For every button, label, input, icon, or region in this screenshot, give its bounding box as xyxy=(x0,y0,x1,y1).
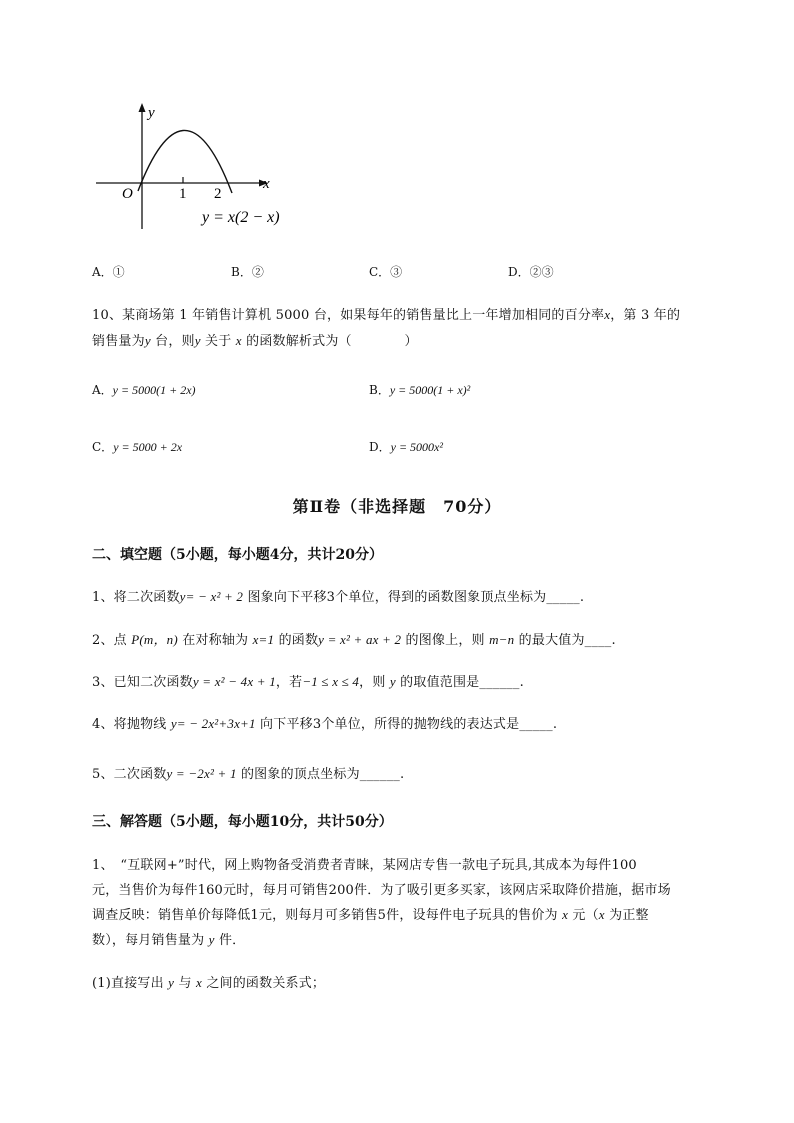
problem-1-line-3 xyxy=(92,904,649,923)
question-text: 在对称轴为 xyxy=(177,633,253,648)
q10-text: 台，则 xyxy=(150,334,195,349)
option-expression: y = 5000(1 + x)² xyxy=(389,383,471,397)
problem-text: 件． xyxy=(214,933,246,948)
question-text: 4、将抛物线 xyxy=(92,717,171,732)
q10-line-2 xyxy=(92,330,418,349)
tick-label-1: 1 xyxy=(179,186,187,202)
option-label: B． xyxy=(369,383,390,397)
question-text: 5、二次函数 xyxy=(92,767,167,782)
q9-option-a: A．① xyxy=(92,265,125,279)
math-var: x xyxy=(196,975,202,990)
fill-question-2 xyxy=(92,629,616,648)
math-expression: y = x² + ax + 2 xyxy=(318,632,402,647)
part2-title: 第Ⅱ卷（非选择题 70分） xyxy=(292,497,502,516)
math-var: x xyxy=(562,907,569,922)
math-var: y xyxy=(208,932,215,947)
math-expression: y = −2x² + 1 xyxy=(166,766,237,781)
origin-label: O xyxy=(122,186,133,202)
q9-option-b: B．② xyxy=(231,265,264,279)
q10-text: ，第 3 年的 xyxy=(610,308,681,323)
q10-var-y: y xyxy=(194,333,201,348)
q10-line-1 xyxy=(92,304,680,323)
math-expression: y= − x² + 2 xyxy=(179,589,244,604)
math-expression: m−n xyxy=(489,632,515,647)
question-text: ，若 xyxy=(275,675,303,690)
math-expression: y = x² − 4x + 1 xyxy=(192,674,276,689)
problem-text: 元（ xyxy=(568,908,599,923)
option-expression: y = 5000x² xyxy=(390,440,443,454)
math-expression: y xyxy=(389,674,396,689)
option-expression: y = 5000(1 + 2x) xyxy=(112,383,196,397)
math-var: x xyxy=(598,907,605,922)
math-expression: −1 ≤ x ≤ 4 xyxy=(302,674,360,689)
tick-label-2: 2 xyxy=(214,186,222,202)
question-text: ，则 xyxy=(359,675,390,690)
q10-text: 销售量为 xyxy=(92,334,145,349)
problem-1-line-4 xyxy=(92,929,245,948)
q10-option-b xyxy=(369,381,470,398)
fill-question-5 xyxy=(92,763,404,782)
question-text: 的图象的顶点坐标为______. xyxy=(236,767,405,782)
parabola-graph xyxy=(90,100,300,235)
question-text: 的函数 xyxy=(274,633,319,648)
q10-var-y: y xyxy=(144,333,151,348)
q10-text: 关于 xyxy=(200,334,236,349)
option-expression: y = 5000 + 2x xyxy=(113,440,183,454)
option-label: D． xyxy=(369,440,391,454)
answer-section-heading: 三、解答题（5小题，每小题10分，共计50分） xyxy=(92,814,393,830)
option-label: A． xyxy=(92,383,113,397)
problem-text: 之间的函数关系式； xyxy=(202,976,326,991)
fill-question-1 xyxy=(92,586,584,605)
question-text: 3、已知二次函数 xyxy=(92,675,193,690)
problem-text: 与 xyxy=(174,976,197,991)
problem-1-subquestion-1 xyxy=(92,972,325,991)
problem-text: (1)直接写出 xyxy=(92,976,169,991)
q10-var-x: x xyxy=(604,307,611,322)
problem-text: 调查反映：销售单价每降低1元，则每月可多销售5件，设每件电子玩具的售价为 xyxy=(92,908,563,923)
q10-option-c xyxy=(92,438,182,455)
y-axis-label: y xyxy=(148,105,155,121)
q10-option-d xyxy=(369,438,443,455)
question-text: 的图像上，则 xyxy=(401,633,490,648)
fill-question-3 xyxy=(92,671,524,690)
problem-1-line-2: 元，当售价为每件160元时，每月可销售200件．为了吸引更多买家，该网店采取降价措施，据市场 xyxy=(92,883,671,898)
option-label: C． xyxy=(92,440,114,454)
y-axis-arrow-icon xyxy=(139,103,146,112)
question-text: 的取值范围是______. xyxy=(395,675,524,690)
math-var: y xyxy=(168,975,175,990)
math-expression: x=1 xyxy=(252,632,275,647)
fill-section-heading: 二、填空题（5小题，每小题4分，共计20分） xyxy=(92,547,383,563)
x-axis-label: x xyxy=(263,176,270,192)
q10-var-x: x xyxy=(235,333,242,348)
question-text: 的最大值为____. xyxy=(514,633,616,648)
q9-option-c: C．③ xyxy=(369,265,403,279)
question-text: 1、将二次函数 xyxy=(92,590,180,605)
fill-question-4 xyxy=(92,713,557,732)
question-text: 向下平移3个单位，所得的抛物线的表达式是_____. xyxy=(255,717,558,732)
problem-1-line-1: 1、 “互联网+”时代，网上购物备受消费者青睐，某网店专售一款电子玩具,其成本为每件100 xyxy=(92,858,637,873)
question-text: 图象向下平移3个单位，得到的函数图象顶点坐标为_____. xyxy=(243,590,585,605)
q10-text: 的函数解析式为（ ） xyxy=(241,334,418,349)
q9-option-d: D．②③ xyxy=(508,265,554,279)
question-text: 2、点 xyxy=(92,633,132,648)
math-expression: P(m，n) xyxy=(131,632,178,647)
q10-text: 10、某商场第 1 年销售计算机 5000 台，如果每年的销售量比上一年增加相同的百分率 xyxy=(92,308,605,323)
problem-text: 数），每月销售量为 xyxy=(92,933,209,948)
curve-label: y = x(2 − x) xyxy=(202,209,280,226)
q10-option-a xyxy=(92,381,196,398)
problem-text: 为正整 xyxy=(604,908,649,923)
math-expression: y= − 2x²+3x+1 xyxy=(170,716,256,731)
